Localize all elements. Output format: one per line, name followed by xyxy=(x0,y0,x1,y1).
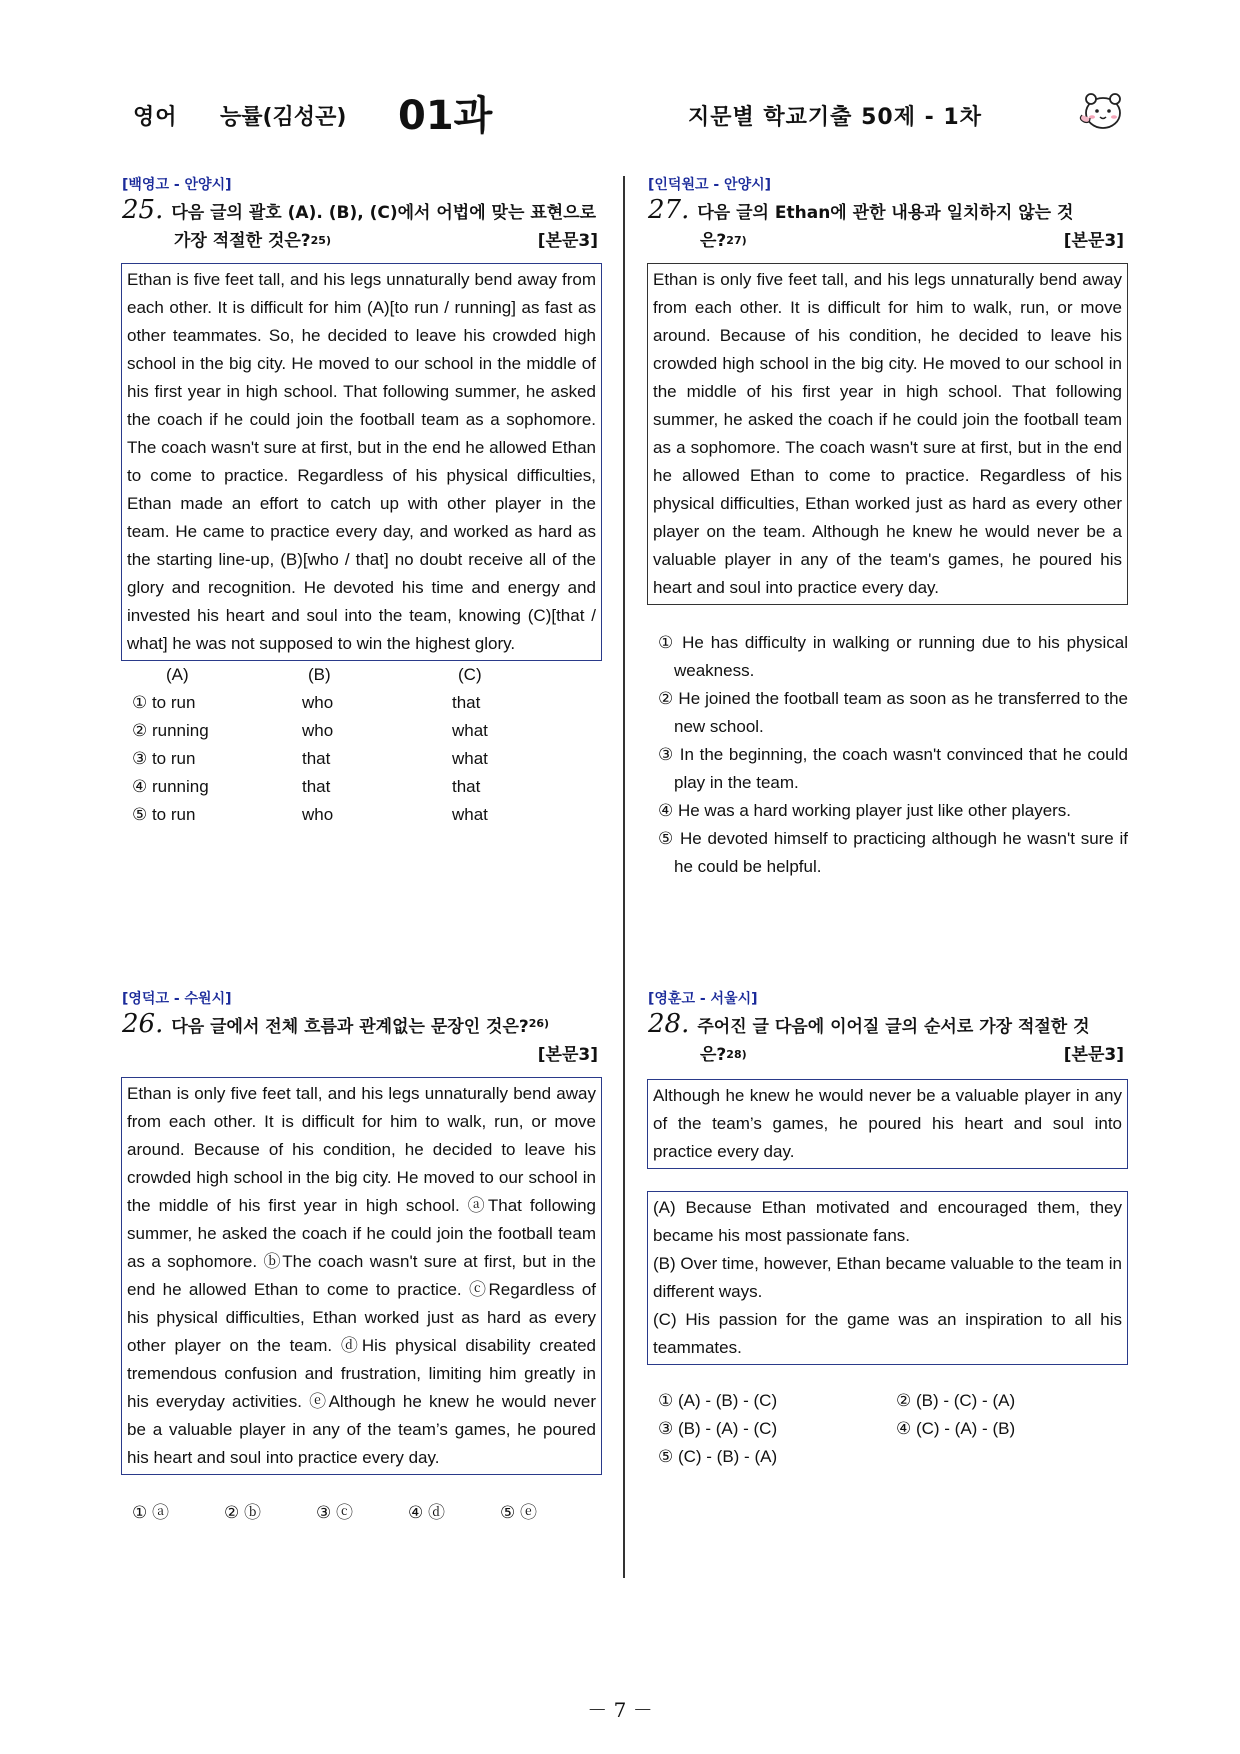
section-tag: [본문3] xyxy=(1063,1045,1124,1065)
footnote-ref: 27) xyxy=(726,234,747,247)
choice-1[interactable]: ① He has difficulty in walking or running due to his physical weakness. xyxy=(658,633,1128,680)
passage-box: Ethan is five feet tall, and his legs unnaturally bend away from each other. It is difficult for him (A)[to run / running] as fast as other teammates. So, he decided to leave his crowded high school in the big city. He moved to our school in the middle of his first year in high school. That following summer, he asked the coach if he could join the football team as a sophomore. The coach wasn't sure at first, but in the end he allowed Ethan to come to practice. Regardless of his physical difficulties, Ethan made an effort to catch up with other player in the team. He came to practice every day, and worked as hard as the starting line-up, (B)[who / that] no doubt receive all of the glory and recognition. He devoted his time and energy and invested his heart and soul into the team, knowing (C)[that / what] he was not supposed to win the highest glory. xyxy=(121,263,602,661)
subject-label: 영어 xyxy=(133,105,178,130)
question-source: [백영고 - 안양시] xyxy=(122,177,232,193)
answer-choices xyxy=(648,629,1128,881)
choice-2[interactable]: ② running who what xyxy=(132,721,488,740)
page-header xyxy=(0,82,1240,142)
choice-5[interactable]: ⑤ (C) - (B) - (A) xyxy=(658,1447,778,1466)
footnote-ref: 25) xyxy=(310,234,331,247)
question-number: 26. xyxy=(122,1009,164,1039)
section-tag: [본문3] xyxy=(1063,231,1124,251)
paragraph-b: (B) Over time, however, Ethan became valuable to the team in different ways. xyxy=(653,1254,1122,1301)
question-number: 27. xyxy=(648,195,690,225)
choice-5[interactable]: ⑤ to run who what xyxy=(132,805,488,824)
footnote-ref: 26) xyxy=(528,1017,550,1030)
choice-4[interactable]: ④ (C) - (A) - (B) xyxy=(896,1419,1016,1438)
series-title: 지문별 학교기출 50제 - 1차 xyxy=(688,105,982,130)
choice-1[interactable]: ① (A) - (B) - (C) xyxy=(658,1391,778,1410)
page-number: － 7 － xyxy=(587,1698,653,1722)
column-divider xyxy=(623,176,625,1578)
answer-choices xyxy=(122,1499,602,1527)
choice-2[interactable]: ② (B) - (C) - (A) xyxy=(896,1391,1016,1410)
choice-3[interactable]: ③ (B) - (A) - (C) xyxy=(658,1419,778,1438)
choice-1[interactable]: ① ⓐ xyxy=(132,1503,169,1522)
question-source: [영훈고 - 서울시] xyxy=(648,991,758,1007)
passage-box: Ethan is only five feet tall, and his legs unnaturally bend away from each other. It is difficult for him to walk, run, or move around. Because of his condition, he decided to leave his crowded high school in the big city. He moved to our school in the middle of his first year in high school. ⓐThat following summer, he asked the coach if he could join the football team as a sophomore. ⓑThe coach wasn't sure at first, but in the end he allowed Ethan to come to practice. ⓒRegardless of his physical difficulties, Ethan worked just as hard as every other player on the team. ⓓHis physical disability created tremendous confusion and frustration, limiting him greatly in his everyday activities. ⓔAlthough he knew he would never be a valuable player in any of the team’s games, he poured his heart and soul into practice every day. xyxy=(121,1077,602,1475)
choice-4[interactable]: ④ He was a hard working player just like other players. xyxy=(658,801,1072,820)
textbook-label: 능률(김성곤) xyxy=(220,105,347,130)
question-prompt: 27. 다음 글의 Ethan에 관한 내용과 일치하지 않는 것 xyxy=(648,195,1074,225)
passage-box: Ethan is only five feet tall, and his legs unnaturally bend away from each other. It is difficult for him to walk, run, or move around. Because of his condition, he decided to leave his crowded high school in the big city. He moved to our school in the middle of his first year in high school. That following summer, he asked the coach if he could join the football team as a sophomore. The coach wasn't sure at first, but in the end he allowed Ethan to come to practice. Regardless of his physical difficulties, Ethan worked just as hard as every other player on the team. Although he knew he would never be a valuable player in any of the team's games, he poured his heart and soul into practice every day. xyxy=(647,263,1128,605)
question-25: [백영고 - 안양시] 25. 다음 글의 괄호 (A). (B), (C)에서 어법에 맞는 표현으로 가장 적절한 것은?$^{25)}$ [본문3] Ethan is five feet tall, and his legs unnaturally bend away from each other. It is difficult for him (A)[to run / running] as fast as other teammates. So, he decided to leave his crowded high school in the big city. He moved to our school in the middle of his first year in high school. That following summer, he asked the coach if he could join the football team as a sophomore. The coach wasn't sure at first, but in the end he allowed Ethan to come to practice. Regardless of his physical difficulties, Ethan made an effort to catch up with other player in the team. He came to practice every day, and worked as hard as the starting line-up, (B)[who / that] no doubt receive all of the glory and recognition. He devoted his time and energy and invested his heart and soul into the team, knowing (C)[that / what] he was not supposed to win the highest glory. (A) (B) (C) ① to run who that ② running who what ③ to run that what ④ running that that ⑤ to run who what xyxy=(122,174,602,829)
choice-5[interactable]: ⑤ He devoted himself to practicing although he wasn't sure if he could be helpful. xyxy=(658,829,1128,876)
question-source: [영덕고 - 수원시] xyxy=(122,991,232,1007)
question-prompt: 25. 다음 글의 괄호 (A). (B), (C)에서 어법에 맞는 표현으로 xyxy=(122,195,597,225)
paragraph-c: (C) His passion for the game was an inspiration to all his teammates. xyxy=(653,1310,1122,1357)
lesson-title: 01과 xyxy=(398,93,493,139)
paragraph-a: (A) Because Ethan motivated and encouraged them, they became his most passionate fans. xyxy=(653,1198,1122,1245)
section-tag: [본문3] xyxy=(537,231,598,251)
section-tag: [본문3] xyxy=(537,1045,598,1065)
answer-choices xyxy=(648,1387,1128,1471)
paragraphs-box xyxy=(647,1191,1128,1365)
choice-3[interactable]: ③ to run that what xyxy=(132,749,488,768)
question-source: [인덕원고 - 안양시] xyxy=(648,177,772,193)
question-number: 25. xyxy=(122,195,164,225)
choice-2[interactable]: ② ⓑ xyxy=(224,1503,261,1522)
question-28: [영훈고 - 서울시] 28. 주어진 글 다음에 이어질 글의 순서로 가장 적절한 것 은?$^{28)}$ [본문3] Although he knew he would never be a valuable player in any of the team’s games, he poured his heart and soul into practice every day. (A) Because Ethan motivated and encouraged them, they became his most passionate fans. (B) Over time, however, Ethan became valuable to the team in different ways. (C) His passion for the game was an inspiration to all his teammates. ① (A) - (B) - (C) ② (B) - (C) - (A) ③ (B) - (A) - (C) ④ (C) - (A) - (B) ⑤ (C) - (B) - (A) xyxy=(648,988,1128,1471)
choice-3[interactable]: ③ ⓒ xyxy=(316,1503,353,1522)
answer-choices xyxy=(122,661,602,829)
question-26 xyxy=(122,988,602,1527)
given-sentence-box: Although he knew he would never be a valuable player in any of the team’s games, he poured his heart and soul into practice every day. xyxy=(647,1079,1128,1169)
question-prompt: 28. 주어진 글 다음에 이어질 글의 순서로 가장 적절한 것 xyxy=(648,1009,1090,1039)
choice-1[interactable]: ① to run who that xyxy=(132,693,481,712)
bear-mascot-icon xyxy=(1078,88,1128,134)
choice-3[interactable]: ③ In the beginning, the coach wasn't convinced that he could play in the team. xyxy=(658,745,1128,792)
choice-4[interactable]: ④ ⓓ xyxy=(408,1503,445,1522)
question-27: [인덕원고 - 안양시] 27. 다음 글의 Ethan에 관한 내용과 일치하지 않는 것 은?$^{27)}$ [본문3] Ethan is only five feet tall, and his legs unnaturally bend away from each other. It is difficult for him to walk, run, or move around. Because of his condition, he decided to leave his crowded high school in the big city. He moved to our school in the middle of his first year in high school. That following summer, he asked the coach if he could join the football team as a sophomore. The coach wasn't sure at first, but in the end he allowed Ethan to come to practice. Regardless of his physical difficulties, Ethan worked just as hard as every other player on the team. Although he knew he would never be a valuable player in any of the team's games, he poured his heart and soul into practice every day. ① He has difficulty in walking or running due to his physical weakness. ② He joined the football team as soon as he transferred to the new school. ③ In the beginning, the coach wasn't convinced that he could play in the team. ④ He was a hard working player just like other players. ⑤ He devoted himself to practicing although he wasn't sure if he could be helpful. xyxy=(648,174,1128,881)
choice-5[interactable]: ⑤ ⓔ xyxy=(500,1503,537,1522)
question-number: 28. xyxy=(648,1009,690,1039)
question-prompt: 26. 다음 글에서 전체 흐름과 관계없는 문장인 것은?$^{26)}$ xyxy=(122,1009,550,1039)
choice-2[interactable]: ② He joined the football team as soon as he transferred to the new school. xyxy=(658,689,1128,736)
footnote-ref: 28) xyxy=(726,1048,747,1061)
choice-4[interactable]: ④ running that that xyxy=(132,777,481,796)
choice-column-headers: (A) (B) (C) xyxy=(166,665,482,684)
